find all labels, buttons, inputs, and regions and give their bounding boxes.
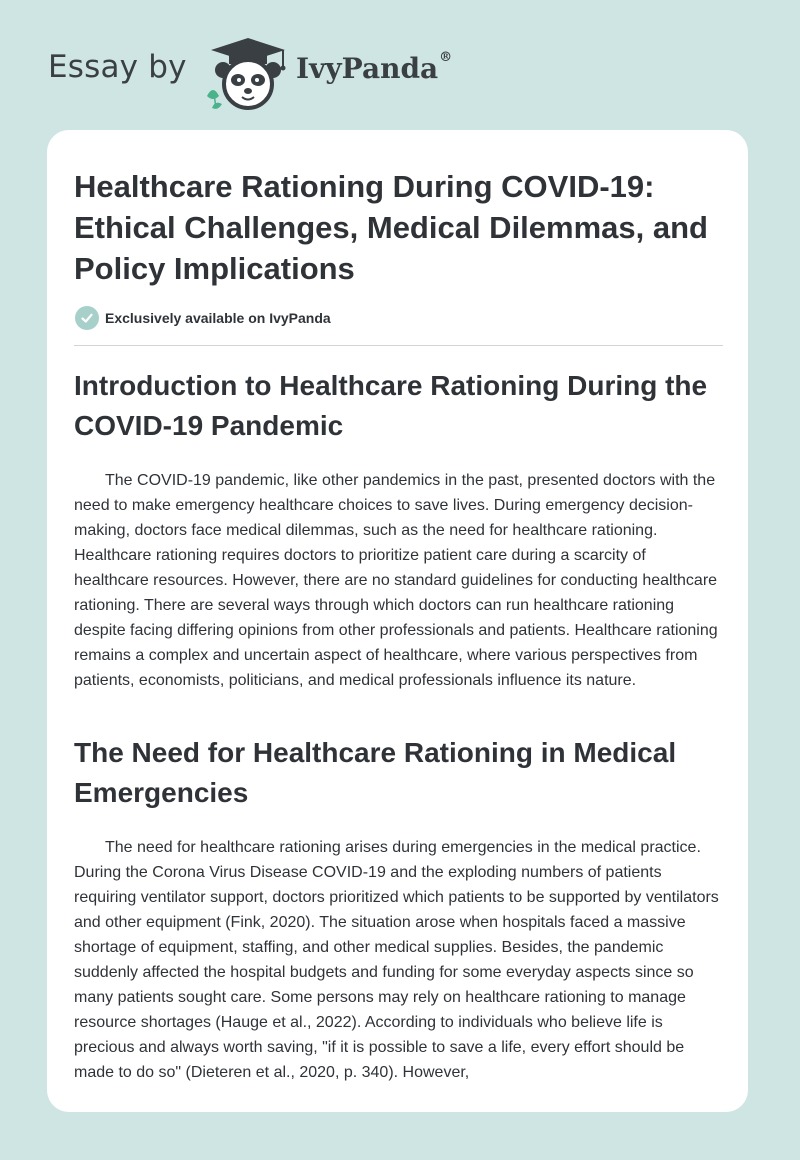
checkmark-icon xyxy=(75,306,99,330)
section-paragraph-introduction: The COVID-19 pandemic, like other pandemics in the past, presented doctors with the need to make emergency healthcare choices to save lives. During emergency decision-making, doctors face medical dilemmas, such as the need for healthcare rationing. Healthcare rationing requires doctors to prioritize patient care during a scarcity of healthcare resources. However, there are no standard guidelines for conducting healthcare rationing. There are several ways through which doctors can run healthcare rationing despite facing differing opinions from other professionals and patients. Healthcare rationing remains a complex and uncertain aspect of healthcare, where various perspectives from patients, economists, politicians, and medical professionals influence its nature. xyxy=(74,472,718,689)
exclusive-badge xyxy=(75,306,331,330)
exclusive-label: Exclusively available on IvyPanda xyxy=(105,310,331,326)
section-paragraph-need: The need for healthcare rationing arises during emergencies in the medical practice. During the Corona Virus Disease COVID-19 and the exploding numbers of patients requiring ventilator support, doctors prioritized which patients to be supported by ventilators and other equipment (Fink, 2020). The situation arose when hospitals faced a massive shortage of equipment, staffing, and other medical supplies. Besides, the pandemic suddenly affected the hospital budgets and funding for some everyday aspects since so many patients sought care. Some persons may rely on healthcare rationing to manage resource shortages (Hauge et al., 2022). According to individuals who believe life is precious and always worth saving, "if it is possible to save a life, every effort should be made to do so" (Dieteren et al., 2020, p. 340). However, xyxy=(74,839,719,1081)
article-card xyxy=(47,130,748,1112)
article-title: Healthcare Rationing During COVID-19: Ethical Challenges, Medical Dilemmas, and Policy Implications xyxy=(74,169,708,286)
registered-mark: ® xyxy=(439,50,453,65)
section-heading-introduction: Introduction to Healthcare Rationing During the COVID-19 Pandemic xyxy=(74,370,708,441)
brand-text: IvyPanda xyxy=(296,52,439,85)
section-heading-need: The Need for Healthcare Rationing in Medical Emergencies xyxy=(74,737,677,808)
brand-name[interactable] xyxy=(296,52,452,85)
ivypanda-panda-logo-icon[interactable] xyxy=(203,38,293,110)
essay-by-label: Essay by xyxy=(48,49,187,85)
divider xyxy=(74,345,723,346)
site-header xyxy=(0,0,800,130)
